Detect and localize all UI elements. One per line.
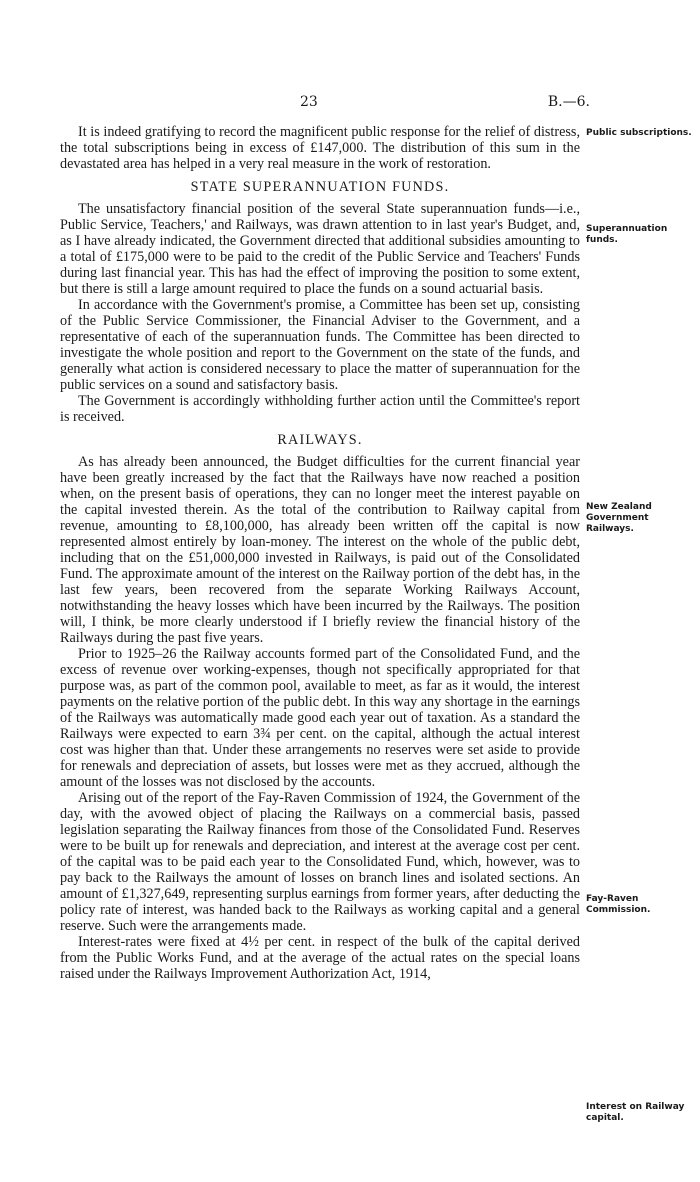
document-reference: B.—6. (547, 94, 590, 110)
margin-note-fay-raven: Fay-Raven Commission. (586, 894, 651, 915)
page-number: 23 (300, 94, 318, 110)
page-header (60, 94, 590, 114)
margin-note-interest: Interest on Railway capital. (586, 1102, 685, 1123)
margin-note-railways: New Zealand Government Railways. (586, 502, 652, 534)
margin-note-public-subscriptions: Public subscriptions. (586, 128, 692, 138)
heading-superannuation: STATE SUPERANNUATION FUNDS. (190, 179, 450, 195)
paragraph-superannuation-2: In accordance with the Government's promise, a Committee has been set up, consisting of the Public Service Commissioner, the Financial Adviser to the Government, and a representative of each of the superannuation funds. The Committee has been directed to investigate the whole position and report to the Government on the state of the funds, and generally what action is considered necessary to place the matter of superannuation for the public services on a sound and satisfactory basis. (60, 297, 580, 393)
heading-railways: RAILWAYS. (277, 432, 363, 448)
paragraph-public-subscriptions: It is indeed gratifying to record the magnificent public response for the relief of distress, the total subscriptions being in excess of £147,000. The distribution of this sum in the devastated area has helped in a very real measure in the work of restoration. (60, 124, 580, 172)
paragraph-railways-1: As has already been announced, the Budget difficulties for the current financial year have been greatly increased by the fact that the Railways have now reached a position when, on the present basis of operations, they can no longer meet the interest payable on the capital invested therein. As the total of the contribution to Railway capital from revenue, amounting to £8,100,000, has already been written off the capital is now represented almost entirely by loan-money. The interest on the whole of the public debt, including that on the £51,000,000 invested in Railways, is paid out of the Consolidated Fund. The approximate amount of the interest on the Railway portion of the debt has, in the last few years, been recovered from the separate Working Railways Account, notwithstanding the heavy losses which have been incurred by the Railways. The position will, I think, be more clearly understood if I briefly review the financial history of the Railways during the past five years. (60, 454, 580, 646)
paragraph-railways-2: Prior to 1925–26 the Railway accounts formed part of the Consolidated Fund, and the excess of revenue over working-expenses, though not specifically appropriated for that purpose was, as part of the common pool, available to meet, as far as it would, the interest payments on the relative portion of the public debt. In this way any shortage in the earnings of the Railways was automatically made good each year out of taxation. As a standard the Railways were expected to earn 3¾ per cent. on the capital, although the actual interest cost was higher than that. Under these arrangements no reserves were set aside to provide for renewals and depreciation of assets, but losses were met as they accrued, although the amount of the losses was not disclosed by the accounts. (60, 646, 580, 790)
paragraph-superannuation-3: The Government is accordingly withholding further action until the Committee's report is received. (60, 393, 580, 425)
paragraph-superannuation-1: The unsatisfactory financial position of the several State superannuation funds—i.e., Public Service, Teachers,' and Railways, was drawn attention to in last year's Budget, and, as I have already indicated, the Government directed that additional subsidies amounting to a total of £175,000 were to be paid to the credit of the Public Service and Teachers' Funds during last financial year. This has had the effect of improving the position to some extent, but there is still a large amount required to place the funds on a sound actuarial basis. (60, 201, 580, 297)
paragraph-railways-3: Arising out of the report of the Fay-Raven Commission of 1924, the Government of the day, with the avowed object of placing the Railways on a commercial basis, passed legislation separating the Railway finances from those of the Consolidated Fund. Reserves were to be built up for renewals and depreciation, and interest at the average cost per cent. of the capital was to be paid each year to the Consolidated Fund, which, however, was to pay back to the Railways the amount of losses on branch lines and isolated sections. An amount of £1,327,649, representing surplus earnings from former years, after deducting the policy rate of interest, was handed back to the Railways as working capital and a general reserve. Such were the arrangements made. (60, 790, 580, 934)
margin-note-superannuation: Superannuation funds. (586, 224, 668, 245)
paragraph-railways-4: Interest-rates were fixed at 4½ per cent. in respect of the bulk of the capital derived from the Public Works Fund, and at the average of the actual rates on the special loans raised under the Railways Improvement Authorization Act, 1914, (60, 934, 580, 982)
main-text (60, 124, 580, 982)
